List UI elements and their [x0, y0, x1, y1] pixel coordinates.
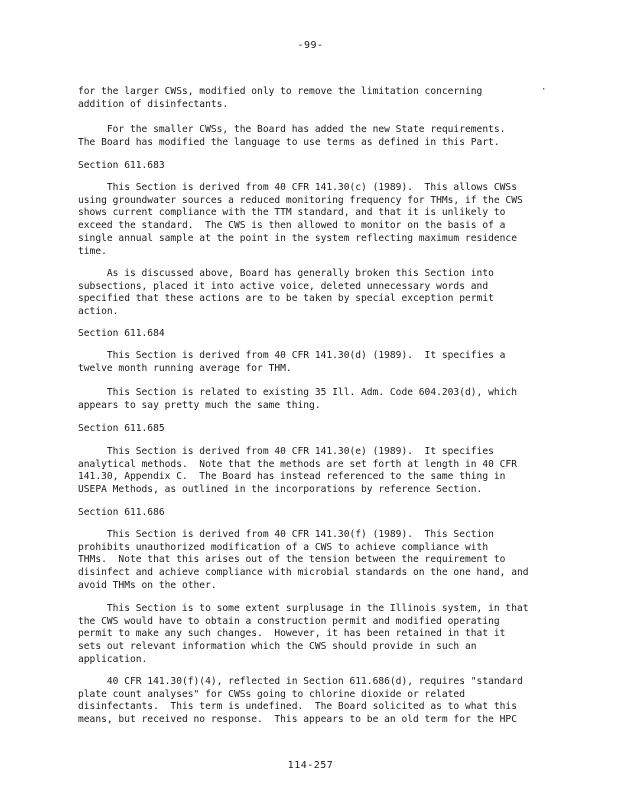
paragraph-4: As is discussed above, Board has generally broken this Section into subsections, placed it into active voice, deleted unnecessary words and specified that these actions are to be taken by special exception permit action.	[78, 268, 494, 318]
paragraph-5: This Section is derived from 40 CFR 141.30(d) (1989). It specifies a twelve month running average for THM.	[78, 350, 506, 374]
paragraph-7: This Section is derived from 40 CFR 141.30(e) (1989). It specifies analytical methods. Note that the methods are set forth at length in 40 CFR 141.30, Appendix C. The Board has instead referenced to the same thing in USEPA Methods, as outlined in the incorporations by reference Section.	[78, 446, 517, 496]
paragraph-1: for the larger CWSs, modified only to remove the limitation concerning addition of disinfectants.	[78, 86, 483, 110]
section-heading-611-685: Section 611.685	[78, 423, 165, 434]
paragraph-3: This Section is derived from 40 CFR 141.30(c) (1989). This allows CWSs using groundwater sources a reduced monitoring frequency for THMs, if the CWS shows current compliance with the TTM standard, and that it is unlikely to exceed the standard. The CWS is then allowed to monitor on the basis of a single annual sample at the point in the system reflecting maximum residence time.	[78, 182, 523, 257]
stray-mark: ·	[541, 85, 547, 95]
paragraph-9: This Section is to some extent surplusage in the Illinois system, in that the CWS would have to obtain a construction permit and modified operating permit to make any such changes. However, it has been retained in that it sets out relevant information which the CWS should provide in such an application.	[78, 603, 529, 665]
page-number: -99-	[297, 40, 324, 51]
section-heading-611-683: Section 611.683	[78, 160, 165, 171]
section-heading-611-684: Section 611.684	[78, 328, 165, 339]
section-heading-611-686: Section 611.686	[78, 507, 165, 518]
paragraph-2: For the smaller CWSs, the Board has added the new State requirements. The Board has modified the language to use terms as defined in this Part.	[78, 124, 506, 148]
paragraph-10: 40 CFR 141.30(f)(4), reflected in Section 611.686(d), requires "standard plate count analyses" for CWSs going to chlorine dioxide or related disinfectants. This term is undefined. The Board solicited as to what this means, but received no response. This appears to be an old term for the HPC	[78, 676, 523, 726]
paragraph-6: This Section is related to existing 35 Ill. Adm. Code 604.203(d), which appears to say pretty much the same thing.	[78, 387, 517, 411]
page-footer: 114-257	[287, 760, 334, 771]
paragraph-8: This Section is derived from 40 CFR 141.30(f) (1989). This Section prohibits unauthorized modification of a CWS to achieve compliance with THMs. Note that this arises out of the tension between the requirement to disinfect and achieve compliance with microbial standards on the one hand, and avoid THMs on the other.	[78, 529, 529, 591]
